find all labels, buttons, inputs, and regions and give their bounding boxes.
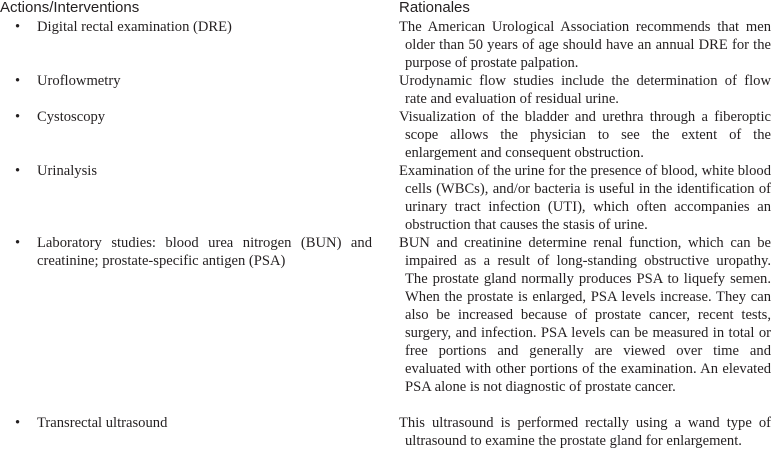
action-text: Uroflowmetry bbox=[37, 73, 121, 89]
action-cell bbox=[0, 18, 372, 36]
bullet-icon: • bbox=[15, 73, 21, 89]
action-text: Laboratory studies: blood urea nitrogen (BUN) and creatinine; prostate-specific antigen (PSA) bbox=[37, 235, 372, 269]
action-text: Cystoscopy bbox=[37, 109, 106, 125]
bullet-icon: • bbox=[15, 163, 21, 179]
action-text: Transrectal ultrasound bbox=[37, 415, 168, 431]
rationale-text: This ultrasound is performed rectally using a wand type of ultrasound to examine the prostate gland for enlargement. bbox=[399, 415, 771, 449]
action-cell bbox=[0, 234, 372, 270]
action-text: Digital rectal examination (DRE) bbox=[37, 19, 232, 35]
action-cell bbox=[0, 108, 372, 126]
action-cell bbox=[0, 414, 372, 432]
rationales-column-heading: Rationales bbox=[399, 0, 470, 16]
bullet-icon: • bbox=[15, 19, 21, 35]
table-header bbox=[0, 0, 771, 18]
rationale-text: Urodynamic flow studies include the determination of flow rate and evaluation of residual urine. bbox=[399, 73, 771, 107]
table-row bbox=[0, 72, 771, 108]
actions-column-heading: Actions/Interventions bbox=[0, 0, 140, 16]
rationale-text: BUN and creatinine determine renal function, which can be impaired as a result of long-standing obstructive uropathy. The prostate gland normally produces PSA to liquefy semen. When the prostate is enlarged, PSA levels increase. They can also be increased because of prostate cancer, recent tests, surgery, and infection. PSA levels can be measured in total or free portions and generally are viewed over time and evaluated with other portions of the examination. An elevated PSA alone is not diagnostic of prostate cancer. bbox=[399, 235, 771, 395]
table-row bbox=[0, 234, 771, 414]
action-text: Urinalysis bbox=[37, 163, 97, 179]
action-cell bbox=[0, 162, 372, 180]
bullet-icon: • bbox=[15, 235, 21, 251]
table-row bbox=[0, 414, 771, 450]
rationale-text: Visualization of the bladder and urethra through a fiberoptic scope allows the physician to see the extent of the enlargement and consequent obstruction. bbox=[399, 109, 771, 161]
bullet-icon: • bbox=[15, 109, 21, 125]
action-cell bbox=[0, 72, 372, 90]
table-row bbox=[0, 18, 771, 72]
table-row bbox=[0, 108, 771, 162]
rationale-text: Examination of the urine for the presence of blood, white blood cells (WBCs), and/or bacteria is useful in the identification of urinary tract infection (UTI), which often accompanies an obstruction that causes the stasis of urine. bbox=[399, 163, 771, 233]
bullet-icon: • bbox=[15, 415, 21, 431]
interventions-table bbox=[0, 18, 771, 450]
rationale-text: The American Urological Association recommends that men older than 50 years of age should have an annual DRE for the purpose of prostate palpation. bbox=[399, 19, 771, 71]
table-row bbox=[0, 162, 771, 234]
